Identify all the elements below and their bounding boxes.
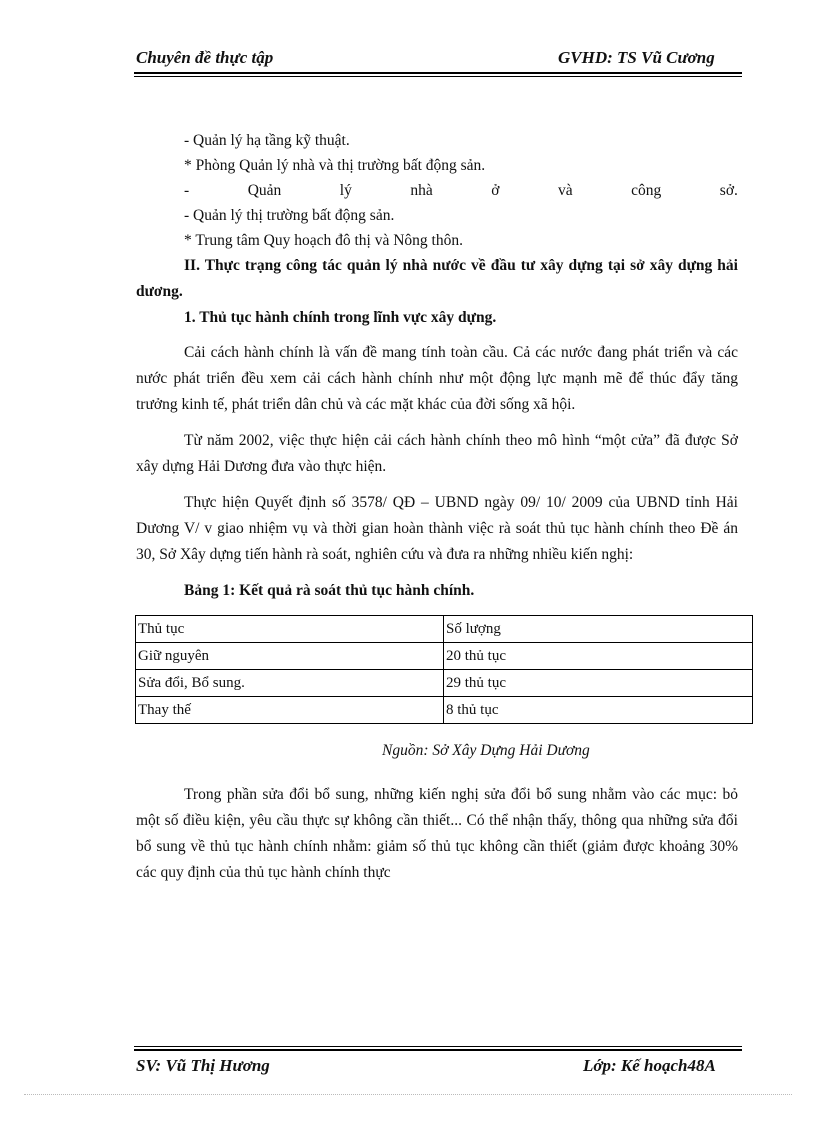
- list-item: - Quản lý thị trường bất động sản.: [184, 207, 395, 224]
- word: Quản: [247, 182, 282, 199]
- table-caption: Bảng 1: Kết quả rà soát thủ tục hành chính.: [184, 582, 475, 599]
- footer-rule: [134, 1049, 742, 1051]
- footer-right: Lớp: Kế hoạch48A: [583, 1056, 716, 1075]
- paragraph: Thực hiện Quyết định số 3578/ QĐ – UBND ngày 09/ 10/ 2009 của UBND tỉnh Hải Dương V/ v giao nhiệm vụ và thời gian hoàn thành việc rà soát thủ tục hành chính theo Đề án 30, Sở Xây dựng tiến hành rà soát, nghiên cứu và đưa ra những nhiều kiến nghị:: [136, 494, 738, 563]
- paragraph: Cải cách hành chính là vấn đề mang tính toàn cầu. Cả các nước đang phát triển và các nước phát triển đều xem cải cách hành chính như một động lực mạnh mẽ để thúc đẩy tăng trưởng kinh tế, phát triển dân chủ và các mặt khác của đời sống xã hội.: [136, 344, 738, 413]
- list-item: * Trung tâm Quy hoạch đô thị và Nông thôn.: [184, 232, 463, 249]
- list-item: * Phòng Quản lý nhà và thị trường bất động sản.: [184, 157, 486, 174]
- header-right: GVHD: TS Vũ Cương: [558, 48, 715, 67]
- header-rule: [134, 72, 742, 74]
- table-row: [136, 643, 753, 670]
- section-heading: II. Thực trạng công tác quản lý nhà nước về đầu tư xây dựng tại sở xây dựng hải dương.: [136, 257, 738, 300]
- table-row: [136, 697, 753, 724]
- footer-left: SV: Vũ Thị Hương: [136, 1056, 270, 1075]
- word: -: [184, 182, 190, 199]
- table-cell: Thay thế: [136, 697, 444, 724]
- header-left: Chuyên đề thực tập: [136, 48, 274, 67]
- list-item: - Quản lý hạ tầng kỹ thuật.: [184, 132, 350, 149]
- word: sở.: [719, 182, 738, 199]
- page-edge-dotted: [24, 1094, 792, 1095]
- word: nhà: [410, 182, 433, 199]
- table-cell: 8 thủ tục: [444, 697, 753, 724]
- table-header-row: [136, 616, 753, 643]
- header-rule-thin: [134, 76, 742, 77]
- word: công: [631, 182, 662, 199]
- footer-rule-thin: [134, 1046, 742, 1047]
- table-header-cell: Thủ tục: [136, 616, 444, 643]
- paragraph: Trong phần sửa đổi bổ sung, những kiến nghị sửa đổi bổ sung nhằm vào các mục: bỏ một số điều kiện, yêu cầu thực sự không cần thiết... Có thể nhận thấy, thông qua những sửa đổi bổ sung về thủ tục hành chính nhằm: giảm số thủ tục không cần thiết (giảm được khoảng 30% các quy định của thủ tục hành chính thực: [136, 786, 738, 881]
- table-cell: Giữ nguyên: [136, 643, 444, 670]
- justified-list-item: [136, 178, 738, 203]
- table-row: [136, 670, 753, 697]
- table-cell: 29 thủ tục: [444, 670, 753, 697]
- table-cell: Sửa đổi, Bổ sung.: [136, 670, 444, 697]
- word: ở: [491, 182, 500, 199]
- document-body: [136, 128, 738, 886]
- word: và: [557, 182, 573, 199]
- table-header-cell: Số lượng: [444, 616, 753, 643]
- table-source: Nguồn: Sở Xây Dựng Hải Dương: [382, 742, 590, 759]
- subheading: 1. Thủ tục hành chính trong lĩnh vực xây dựng.: [184, 309, 497, 326]
- table-cell: 20 thủ tục: [444, 643, 753, 670]
- results-table: [135, 615, 753, 724]
- paragraph: Từ năm 2002, việc thực hiện cải cách hành chính theo mô hình “một cửa” đã được Sở xây dựng Hải Dương đưa vào thực hiện.: [136, 432, 738, 475]
- word: lý: [339, 182, 352, 199]
